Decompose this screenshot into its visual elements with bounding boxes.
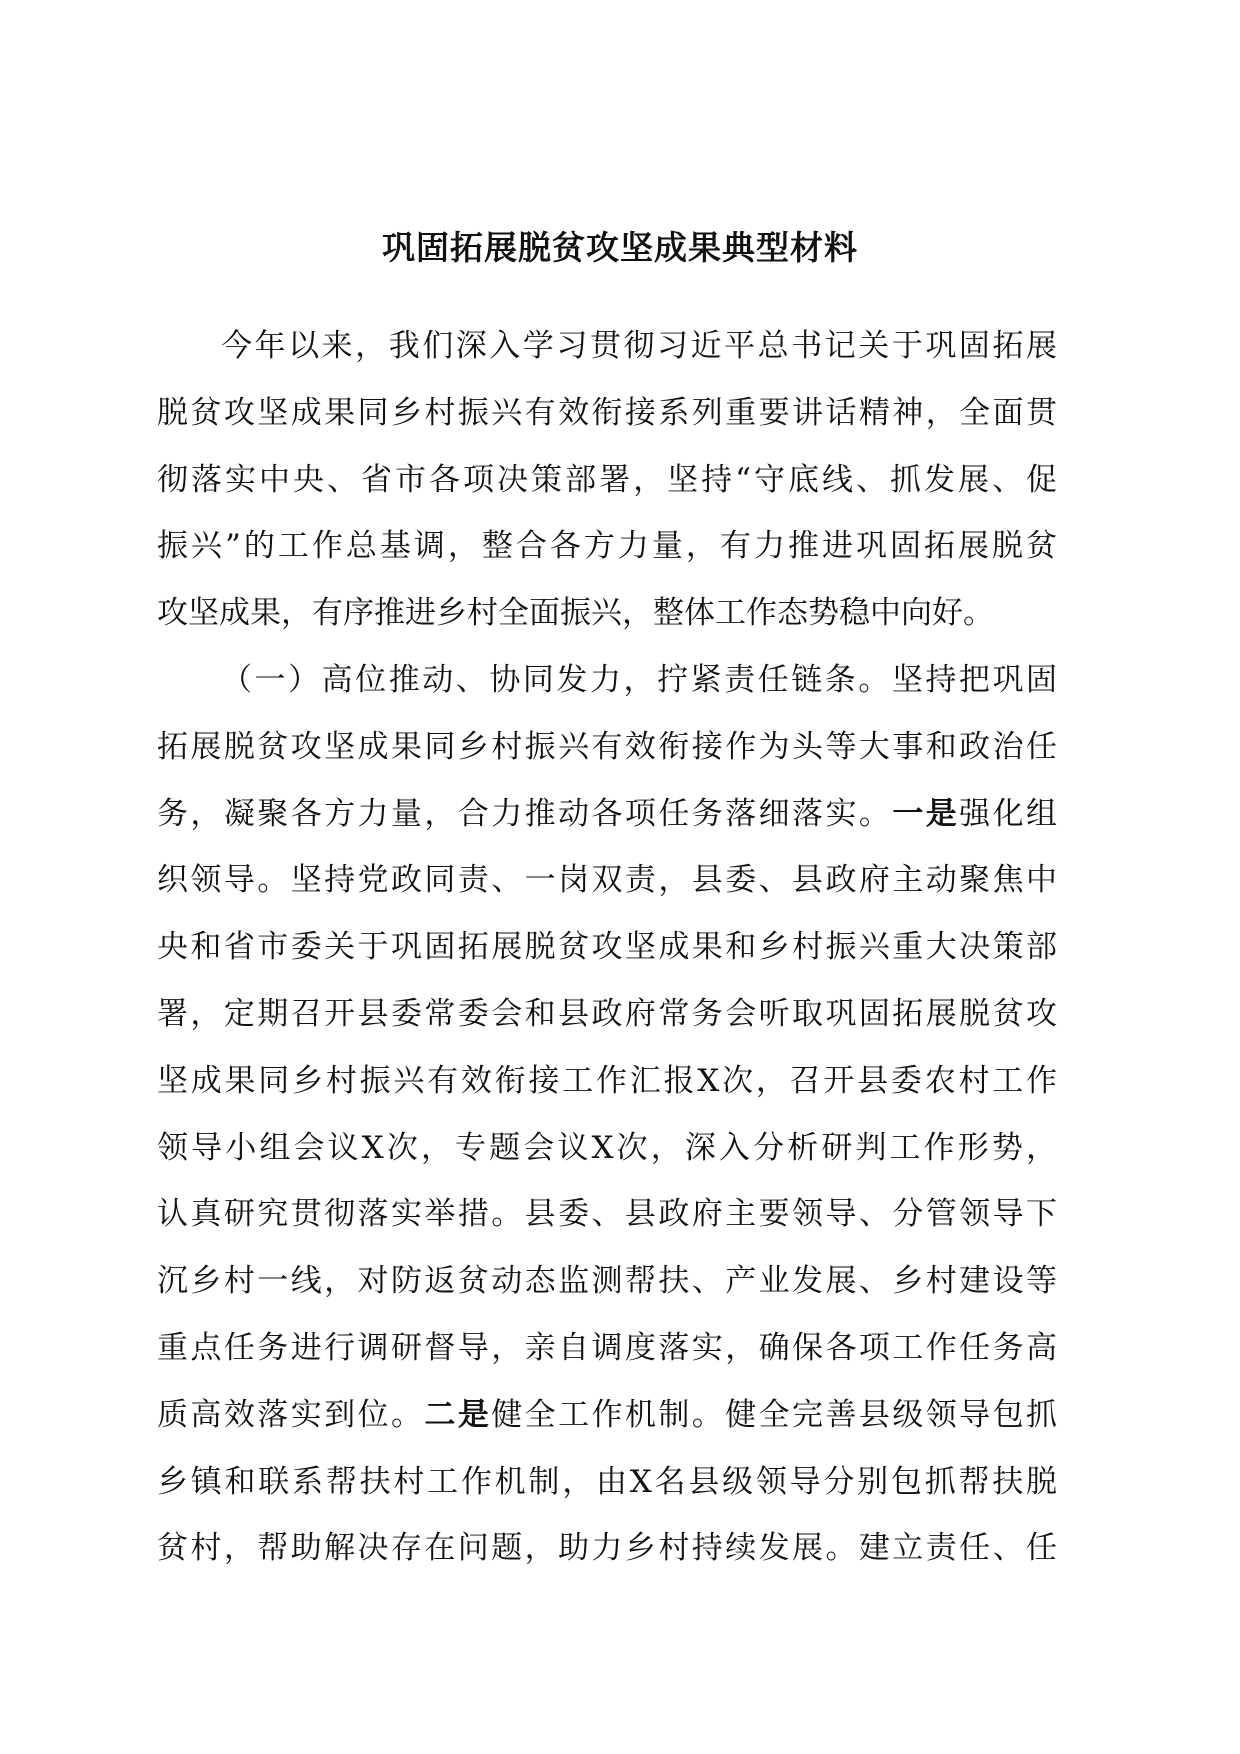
- section-line: 领导小组会议X次，专题会议X次，深入分析研判工作形势，: [157, 1129, 1057, 1166]
- point-two-marker: 二是: [424, 1396, 492, 1433]
- section-text: 质高效落实到位。: [157, 1396, 425, 1433]
- section-text: 健全工作机制。健全完善县级领导包抓: [491, 1396, 1057, 1433]
- document-body: [157, 313, 1057, 1582]
- intro-line: 今年以来，我们深入学习贯彻习近平总书记关于巩固拓展: [221, 328, 1057, 364]
- section-text: 务，凝聚各方力量，合力推动各项任务落细落实。: [157, 795, 893, 832]
- section-text: 强化组: [959, 795, 1057, 832]
- section-line: 乡镇和联系帮扶村工作机制，由X名县级领导分别包抓帮扶脱: [157, 1463, 1057, 1500]
- section-line: [157, 1382, 1057, 1449]
- intro-line: 彻落实中央、省市各项决策部署，坚持“守底线、抓发展、促: [157, 461, 1057, 498]
- document-title: 巩固拓展脱贫攻坚成果典型材料: [382, 228, 858, 267]
- section-line: 贫村，帮助解决存在问题，助力乡村持续发展。建立责任、任: [157, 1530, 1057, 1567]
- intro-line: 攻坚成果，有序推进乡村全面振兴，整体工作态势稳中向好。: [157, 595, 994, 632]
- section-line: 拓展脱贫攻坚成果同乡村振兴有效衔接作为头等大事和政治任: [157, 728, 1057, 765]
- section-heading-line: （一）高位推动、协同发力，拧紧责任链条。坚持把巩固: [221, 661, 1057, 698]
- section-line: 重点任务进行调研督导，亲自调度落实，确保各项工作任务高: [157, 1329, 1057, 1366]
- section-line: 认真研究贯彻落实举措。县委、县政府主要领导、分管领导下: [157, 1196, 1057, 1233]
- section-line: 织领导。坚持党政同责、一岗双责，县委、县政府主动聚焦中: [157, 862, 1057, 899]
- section-line: [157, 781, 1057, 848]
- section-line: 沉乡村一线，对防返贫动态监测帮扶、产业发展、乡村建设等: [157, 1263, 1057, 1300]
- intro-line: 振兴”的工作总基调，整合各方力量，有力推进巩固拓展脱贫: [157, 528, 1057, 565]
- section-line: 央和省市委关于巩固拓展脱贫攻坚成果和乡村振兴重大决策部: [157, 929, 1057, 966]
- intro-line: 脱贫攻坚成果同乡村振兴有效衔接系列重要讲话精神，全面贯: [157, 394, 1057, 431]
- section-line: 坚成果同乡村振兴有效衔接工作汇报X次，召开县委农村工作: [157, 1062, 1057, 1099]
- point-one-marker: 一是: [892, 795, 960, 832]
- section-line: 署，定期召开县委常委会和县政府常务会听取巩固拓展脱贫攻: [157, 995, 1057, 1032]
